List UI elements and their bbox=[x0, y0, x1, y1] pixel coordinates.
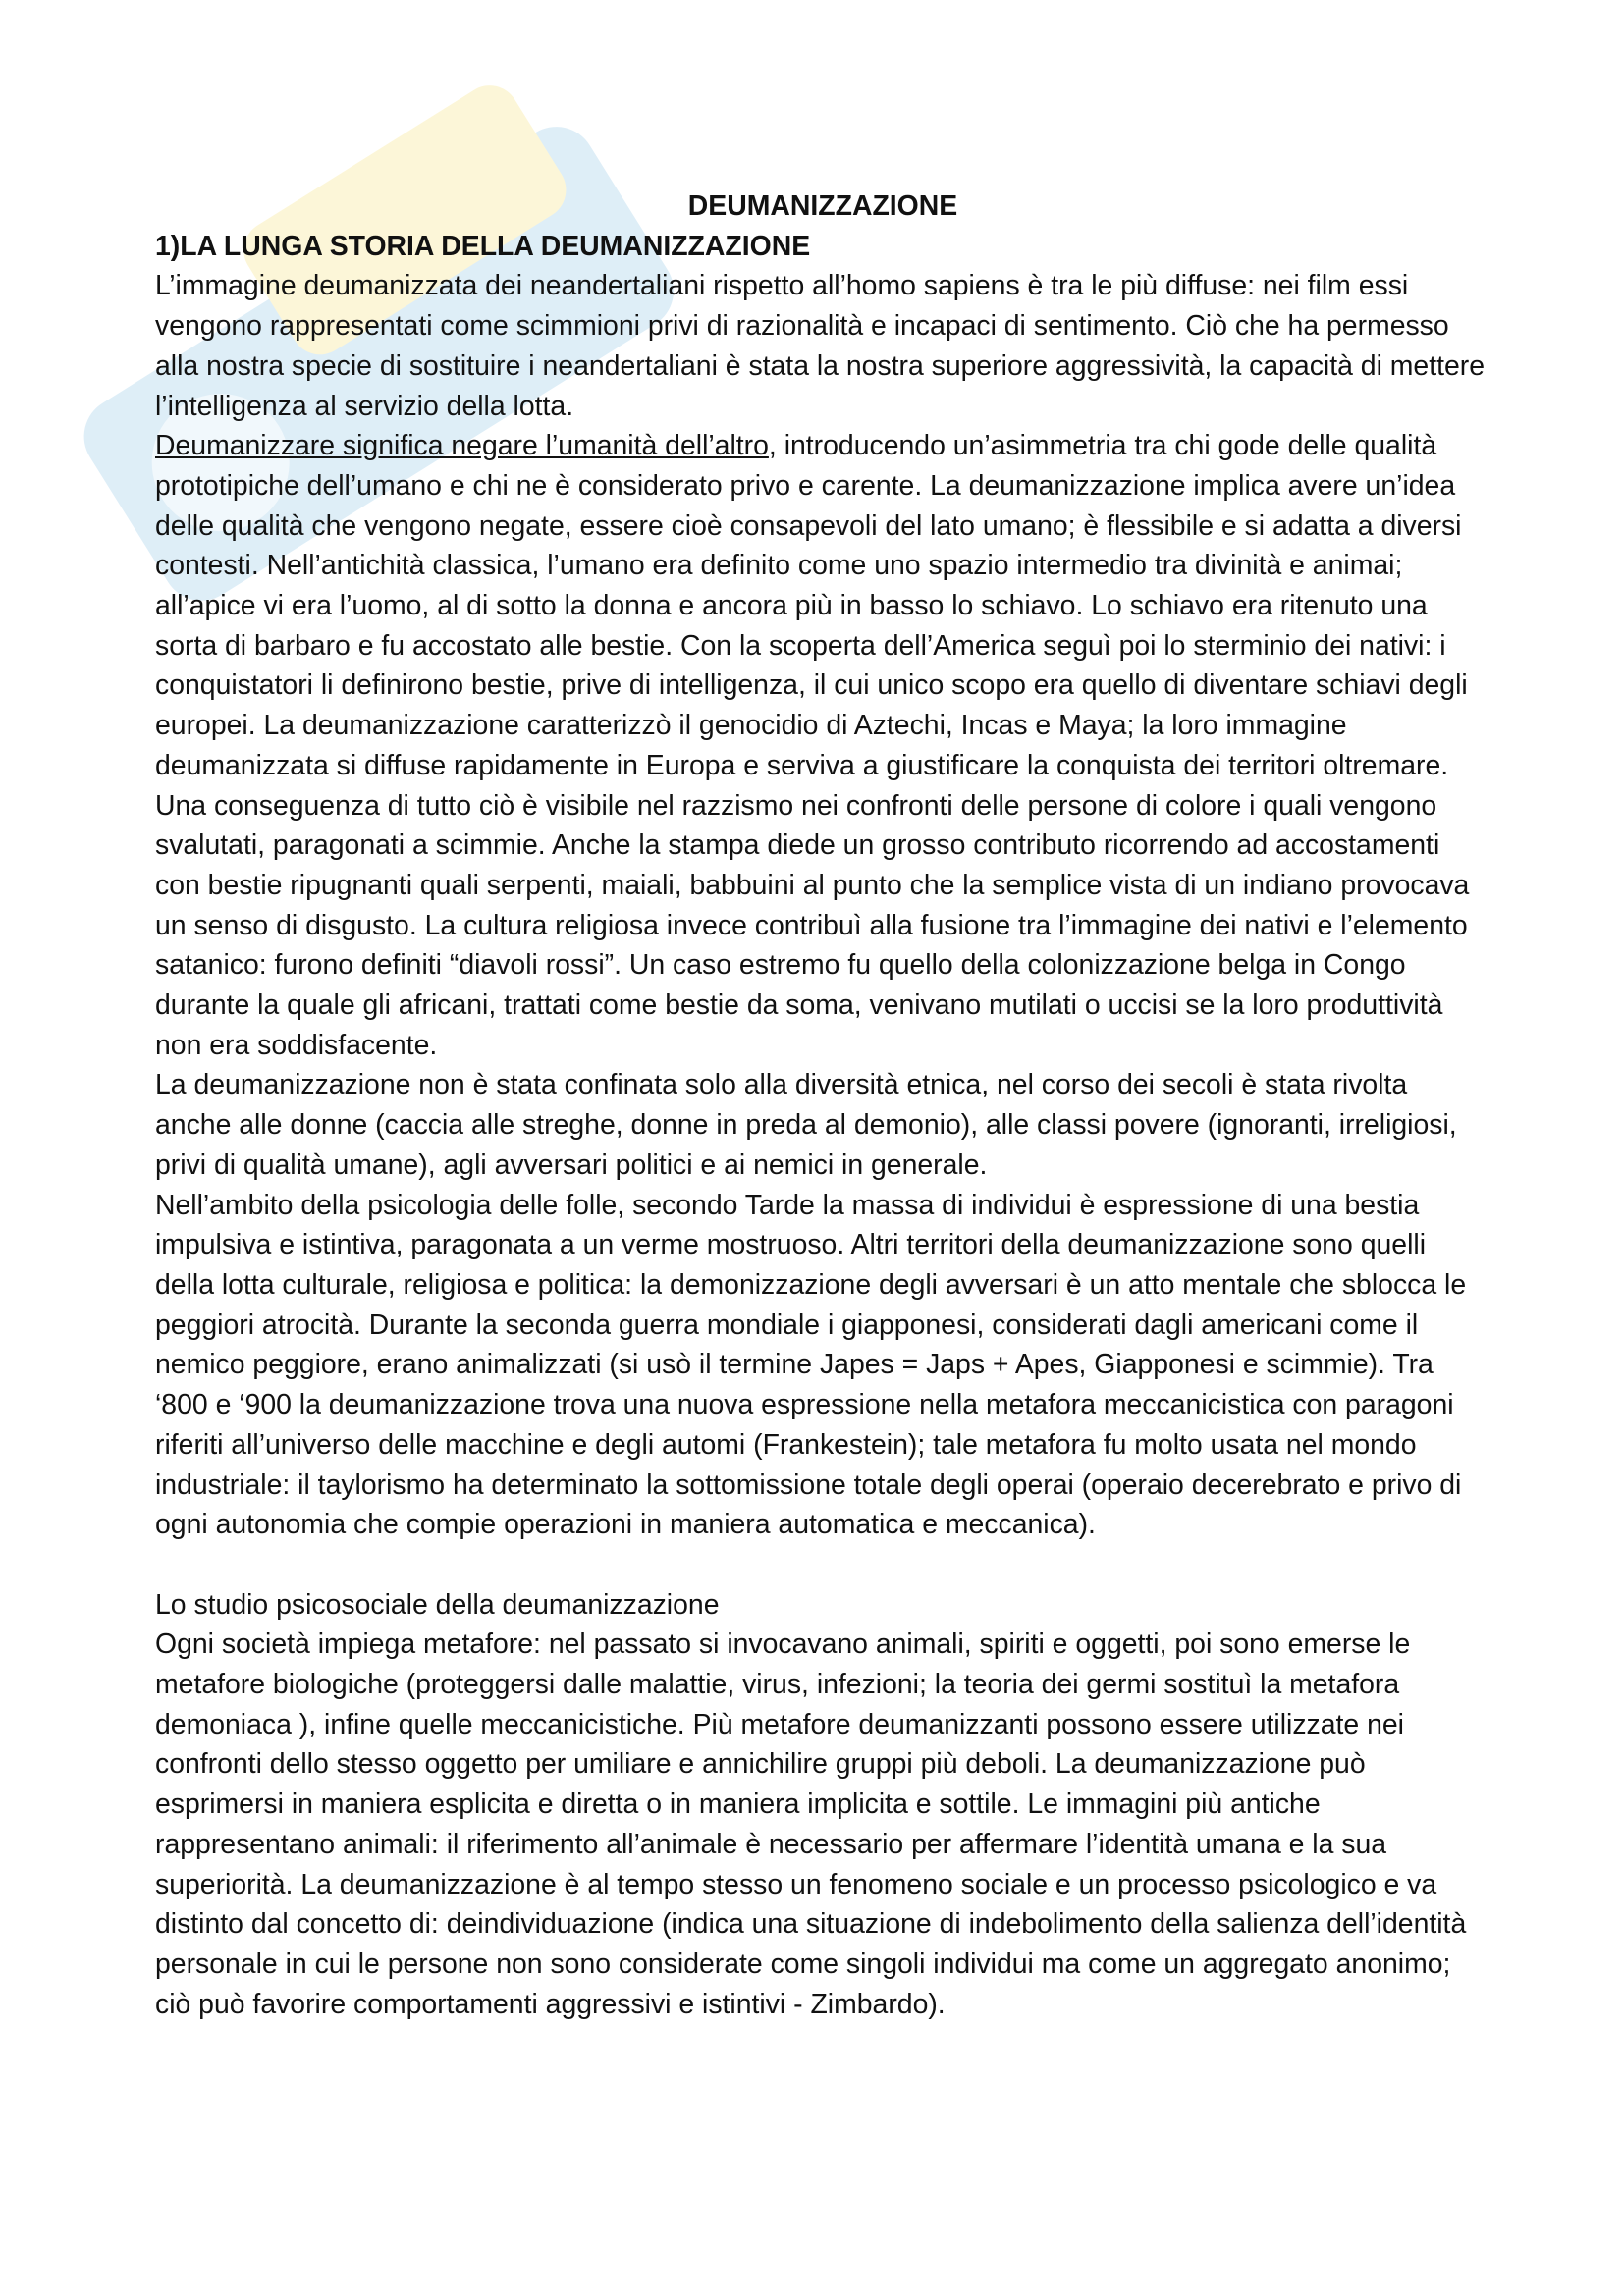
paragraph-neanderthals: L’immagine deumanizzata dei neandertaliani rispetto all’homo sapiens è tra le più diffuse: nei film essi vengono rappresentati come scimmioni privi di razionalità e incapaci di sentimento. Ciò che ha permesso alla nostra specie di sostituire i neandertaliani è stata la nostra superiore aggressività, la capacità di mettere l’intelligenza al servizio della lotta. bbox=[155, 270, 1486, 422]
paragraph-definition bbox=[155, 426, 1490, 1065]
subheading-psychosocial: Lo studio psicosociale della deumanizzazione bbox=[155, 1588, 720, 1621]
document-title: DEUMANIZZAZIONE bbox=[687, 190, 958, 222]
paragraph-ethnic-diversity: La deumanizzazione non è stata confinata solo alla diversità etnica, nel corso dei secoli è stata rivolta anche alle donne (caccia alle streghe, donne in preda al demonio), alle classi povere (ignoranti, irreligiosi, privi di qualità umane), agli avversari politici e ai nemici in generale. bbox=[155, 1069, 1457, 1181]
paragraph-crowd-psychology: Nell’ambito della psicologia delle folle, secondo Tarde la massa di individui è espressione di una bestia impulsiva e istintiva, paragonata a un verme mostruoso. Altri territori della deumanizzazione sono quelli della lotta culturale, religiosa e politica: la demonizzazione degli avversari è un atto mentale che sblocca le peggiori atrocità. Durante la seconda guerra mondiale i giapponesi, considerati dagli americani come il nemico peggiore, erano animalizzati (si usò il termine Japes = Japs + Apes, Giapponesi e scimmie). Tra ‘800 e ‘900 la deumanizzazione trova una nuova espressione nella metafora meccanicistica con paragoni riferiti all’universo delle macchine e degli automi (Frankestein); tale metafora fu molto usata nel mondo industriale: il taylorismo ha determinato la sottomissione totale degli operai (operaio decerebrato e privo di ogni autonomia che compie operazioni in maniera automatica e meccanica). bbox=[155, 1189, 1467, 1541]
definition-underlined: Deumanizzare significa negare l’umanità dell’altro bbox=[155, 430, 769, 462]
blank-line bbox=[155, 1545, 1490, 1585]
section-title: 1)LA LUNGA STORIA DELLA DEUMANIZZAZIONE bbox=[155, 230, 811, 262]
document-page bbox=[155, 187, 1490, 2024]
paragraph-metaphors: Ogni società impiega metafore: nel passato si invocavano animali, spiriti e oggetti, poi sono emerse le metafore biologiche (proteggersi dalle malattie, virus, infezioni; la teoria dei germi sostituì la metafora demoniaca ), infine quelle meccanicistiche. Più metafore deumanizzanti possono essere utilizzate nei confronti dello stesso oggetto per umiliare e annichilire gruppi più deboli. La deumanizzazione può esprimersi in maniera esplicita e diretta o in maniera implicita e sottile. Le immagini più antiche rappresentano animali: il riferimento all’animale è necessario per affermare l’identità umana e la sua superiorità. La deumanizzazione è al tempo stesso un fenomeno sociale e un processo psicologico e va distinto dal concetto di: deindividuazione (indica una situazione di indebolimento della salienza dell’identità personale in cui le persone non sono considerate come singoli individui ma come un aggregato anonimo; ciò può favorire comportamenti aggressivi e istintivi - Zimbardo). bbox=[155, 1629, 1467, 2020]
definition-rest: , introducendo un’asimmetria tra chi gode delle qualità prototipiche dell’umano e chi ne è considerato privo e carente. La deumanizzazione implica avere un’idea delle qualità che vengono negate, essere cioè consapevoli del lato umano; è flessibile e si adatta a diversi contesti. Nell’antichità classica, l’umano era definito come uno spazio intermedio tra divinità e animai; all’apice vi era l’uomo, al di sotto la donna e ancora più in basso lo schiavo. Lo schiavo era ritenuto una sorta di barbaro e fu accostato alle bestie. Con la scoperta dell’America seguì poi lo sterminio dei nativi: i conquistatori li definirono bestie, prive di intelligenza, il cui unico scopo era quello di diventare schiavi degli europei. La deumanizzazione caratterizzò il genocidio di Aztechi, Incas e Maya; la loro immagine deumanizzata si diffuse rapidamente in Europa e serviva a giustificare la conquista dei territori oltremare. Una conseguenza di tutto ciò è visibile nel razzismo nei confronti delle persone di colore i quali vengono svalutati, paragonati a scimmie. Anche la stampa diede un grosso contributo ricorrendo ad accostamenti con bestie ripugnanti quali serpenti, maiali, babbuini al punto che la semplice vista di un indiano provocava un senso di disgusto. La cultura religiosa invece contribuì alla fusione tra l’immagine dei nativi e l’elemento satanico: furono definiti “diavoli rossi”. Un caso estremo fu quello della colonizzazione belga in Congo durante la quale gli africani, trattati come bestie da soma, venivano mutilati o uccisi se la loro produttività non era soddisfacente. bbox=[155, 430, 1470, 1061]
